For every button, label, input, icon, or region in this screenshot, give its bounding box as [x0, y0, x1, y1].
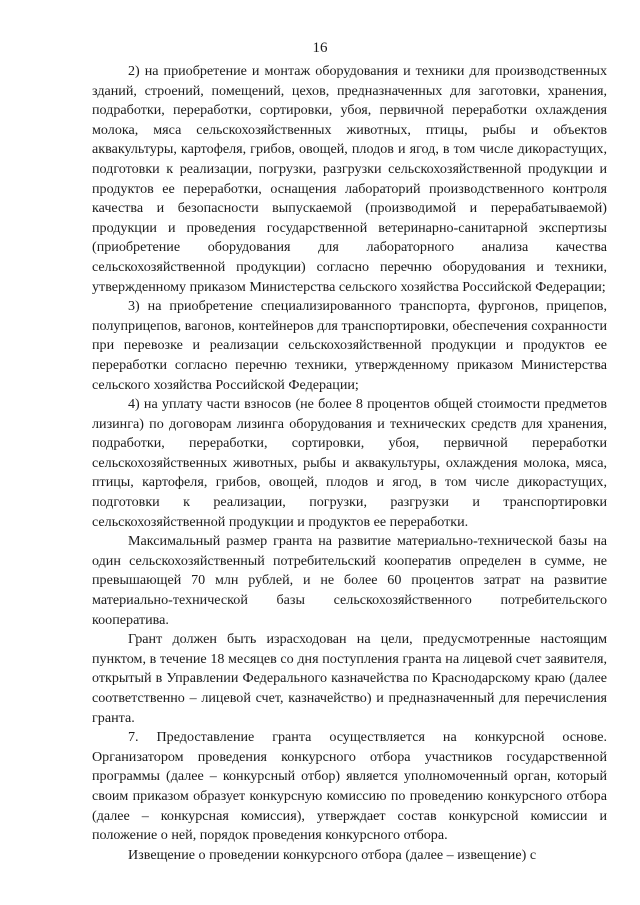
paragraph-item-3: 3) на приобретение специализированного транспорта, фургонов, прицепов, полуприцепов, вагонов, контейнеров для транспортировки, обеспечения сохранности при перевозке и реализации сельскохозяйственной продукции и продуктов ее переработки согласно перечню техники, утвержденному приказом Министерства сельского хозяйства Российской Федерации; — [92, 298, 607, 393]
paragraph-item-4: 4) на уплату части взносов (не более 8 процентов общей стоимости предметов лизинга) по договорам лизинга оборудования и технических средств для хранения, подработки, переработки, сортировки, убоя, первичной переработки сельскохозяйственных животных, рыбы и аквакультуры, охлаждения молока, мяса, птицы, картофеля, грибов, овощей, плодов и ягод, в том числе дикорастущих, подготовки к реализации, погрузки, разгрузки и транспортировки сельскохозяйственной продукции и продуктов ее переработки. — [92, 396, 607, 530]
paragraph-notice: Извещение о проведении конкурсного отбора (далее – извещение) с — [128, 846, 537, 863]
paragraph-grant-usage: Грант должен быть израсходован на цели, предусмотренные настоящим пунктом, в течение 18 месяцев со дня поступления гранта на лицевой счет заявителя, открытый в Управлении Федерального казначейства по Краснодарскому краю (далее соответственно – лицевой счет, казначейство) и предназначенный для перечисления гранта. — [92, 631, 607, 726]
paragraph-max-grant-size: Максимальный размер гранта на развитие материально-технической базы на один сельскохозяйственный потребительский кооператив определен в сумме, не превышающей 70 млн рублей, и не более 60 процентов затрат на развитие материально-технической базы сельскохозяйственного потребительского кооператива. — [92, 533, 607, 628]
paragraph-clause-7: 7. Предоставление гранта осуществляется на конкурсной основе. Организатором проведения конкурсного отбора участников государственной программы (далее – конкурсный отбор) является уполномоченный орган, который своим приказом образует конкурсную комиссию по проведению конкурсного отбора (далее – конкурсная комиссия), утверждает состав конкурсной комиссии и положение о ней, порядок проведения конкурсного отбора. — [92, 729, 607, 844]
page-number: 16 — [312, 40, 328, 56]
document-body — [92, 62, 607, 865]
paragraph-item-2: 2) на приобретение и монтаж оборудования и техники для производственных зданий, строений, помещений, цехов, предназначенных для заготовки, хранения, подработки, переработки, сортировки, убоя, первичной переработки охлаждения молока, мяса сельскохозяйственных животных, птицы, рыбы и объектов аквакультуры, картофеля, грибов, овощей, плодов и ягод, в том числе дикорастущих, подготовки к реализации, погрузки, разгрузки сельскохозяйственной продукции и продуктов ее переработки, оснащения лабораторий производственного контроля качества и безопасности выпускаемой (производимой и перерабатываемой) продукции и проведения государственной ветеринарно-санитарной экспертизы (приобретение оборудования для лабораторного анализа качества сельскохозяйственной продукции) согласно перечню оборудования и техники, утвержденному приказом Министерства сельского хозяйства Российской Федерации; — [92, 63, 607, 295]
